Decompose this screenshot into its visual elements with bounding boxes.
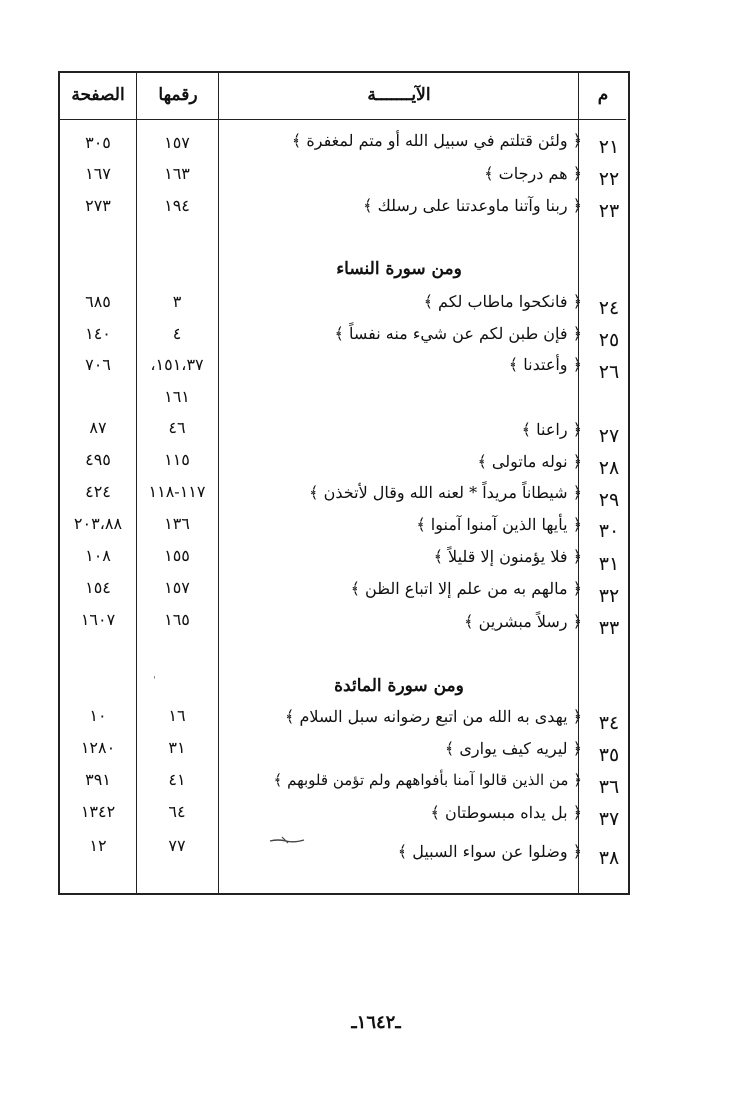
page-number: ٤٢٤	[85, 482, 111, 501]
ayah-number: ١٥١،٣٧،	[150, 355, 204, 374]
verse-text: ﴿ فإن طبن لكم عن شيء منه نفساً ﴾	[334, 324, 582, 343]
verse-text: ﴿ وأعتدنا ﴾	[508, 355, 582, 374]
row-number: ٣١	[598, 553, 620, 575]
ayah-number: ١٥٧	[164, 133, 190, 152]
ayah-number-continued: ١٦١	[164, 387, 190, 406]
verse-text: ﴿ فلا يؤمنون إلا قليلاً ﴾	[433, 547, 582, 566]
ayah-number: ١٥٧	[164, 578, 190, 597]
row-number: ٢٧	[598, 425, 620, 447]
page-number: ١٤٠	[85, 324, 111, 343]
verse-text: ﴿ رسلاً مبشرين ﴾	[464, 612, 582, 631]
verse-text: ﴿ من الذين قالوا آمنا بأفواههم ولم تؤمن قلوبهم ﴾	[273, 771, 582, 789]
page-number: ١٠	[89, 706, 107, 725]
verse-text: ﴿ ليريه كيف يوارى ﴾	[444, 739, 582, 758]
row-number: ٣٧	[598, 808, 620, 830]
page-number: ١٣٤٢	[80, 802, 116, 821]
page-number: ٤٩٥	[85, 450, 111, 469]
verse-text: ﴿ ربنا وآتنا ماوعدتنا على رسلك ﴾	[363, 196, 582, 215]
ayah-number: ١٩٤	[164, 196, 190, 215]
ayah-number: ٣١	[168, 738, 186, 757]
row-number: ٢٨	[598, 457, 620, 479]
header-num: م	[597, 85, 609, 105]
ayah-number: ١٦٥	[164, 610, 190, 629]
page-number: ١٥٤	[85, 578, 111, 597]
page-footer-number: ـ١٦٤٢ـ	[351, 1012, 401, 1033]
page-number: ١٢٨٠	[80, 738, 116, 757]
row-number: ٣٤	[598, 712, 620, 734]
row-number: ٣٣	[598, 617, 620, 639]
verse-text: ﴿ مالهم به من علم إلا اتباع الظن ﴾	[350, 579, 582, 598]
column-divider	[578, 71, 579, 893]
ayah-number: ١٣٦	[164, 514, 190, 533]
ayah-number: ٤١	[168, 770, 186, 789]
ayah-number: ١١٧-١١٨	[148, 482, 206, 501]
row-number: ٣٦	[598, 776, 620, 798]
row-number: ٣٨	[598, 847, 620, 869]
page-number: ١٢	[89, 836, 107, 855]
verse-text: ﴿ وضلوا عن سواء السبيل ﴾	[397, 842, 582, 861]
ayah-number: ٣	[172, 292, 182, 311]
page-number: ٣٩١	[85, 770, 111, 789]
page-number: ١٠٨	[85, 546, 111, 565]
verse-text: ﴿ فانكحوا ماطاب لكم ﴾	[423, 292, 582, 311]
print-speck: ˈ	[153, 676, 156, 687]
ayah-number: ٤	[172, 324, 182, 343]
ayah-number: ١١٥	[164, 450, 190, 469]
row-number: ٢١	[598, 136, 620, 158]
verse-text: ﴿ شيطاناً مريداً * لعنه الله وقال لأتخذن ﴾	[309, 483, 582, 502]
verse-text: ﴿ بل يداه مبسوطتان ﴾	[430, 803, 582, 822]
header-verse: الآيـــــــة	[367, 85, 431, 105]
ayah-number: ٧٧	[168, 836, 186, 855]
ayah-number: ١٦	[168, 706, 186, 725]
verse-text: ﴿ يأيها الذين آمنوا آمنوا ﴾	[416, 515, 582, 534]
verse-text: ﴿ يهدى به الله من اتبع رضوانه سبل السلام ﴾	[285, 707, 582, 726]
column-divider	[218, 71, 219, 893]
header-page: الصفحة	[71, 85, 125, 105]
verse-text: ﴿ هم درجات ﴾	[484, 164, 582, 183]
verse-text: ﴿ ولئن قتلتم في سبيل الله أو متم لمغفرة ﴾	[291, 131, 582, 150]
row-number: ٣٥	[598, 744, 620, 766]
page-number: ١٦٧	[85, 164, 111, 183]
row-number: ٣٢	[598, 585, 620, 607]
ayah-number: ١٥٥	[164, 546, 190, 565]
page-number: ١٦٠٧	[80, 610, 116, 629]
page-number: ٦٨٥	[85, 292, 111, 311]
surah-heading: ومن سورة المائدة	[334, 676, 464, 696]
row-number: ٢٢	[598, 168, 620, 190]
header-divider	[60, 119, 626, 120]
row-number: ٢٩	[598, 489, 620, 511]
row-number: ٢٣	[598, 200, 620, 222]
row-number: ٢٦	[598, 361, 620, 383]
page-number: ٨٧	[89, 418, 107, 437]
ayah-number: ١٦٣	[164, 164, 190, 183]
row-number: ٢٤	[598, 297, 620, 319]
verse-text: ﴿ نوله ماتولى ﴾	[477, 452, 582, 471]
ayah-number: ٤٦	[168, 418, 186, 437]
verse-text: ﴿ راعنا ﴾	[521, 420, 582, 439]
header-ayah: رقمها	[158, 85, 198, 105]
page-number: ٢٧٣	[85, 196, 111, 215]
ayah-number: ٦٤	[168, 802, 186, 821]
page-number: ٢٠٣،٨٨	[73, 514, 123, 533]
page-number: ٧٠٦	[85, 355, 111, 374]
surah-heading: ومن سورة النساء	[336, 259, 462, 279]
row-number: ٢٥	[598, 329, 620, 351]
row-number: ٣٠	[598, 520, 620, 542]
page-number: ٣٠٥	[85, 133, 111, 152]
